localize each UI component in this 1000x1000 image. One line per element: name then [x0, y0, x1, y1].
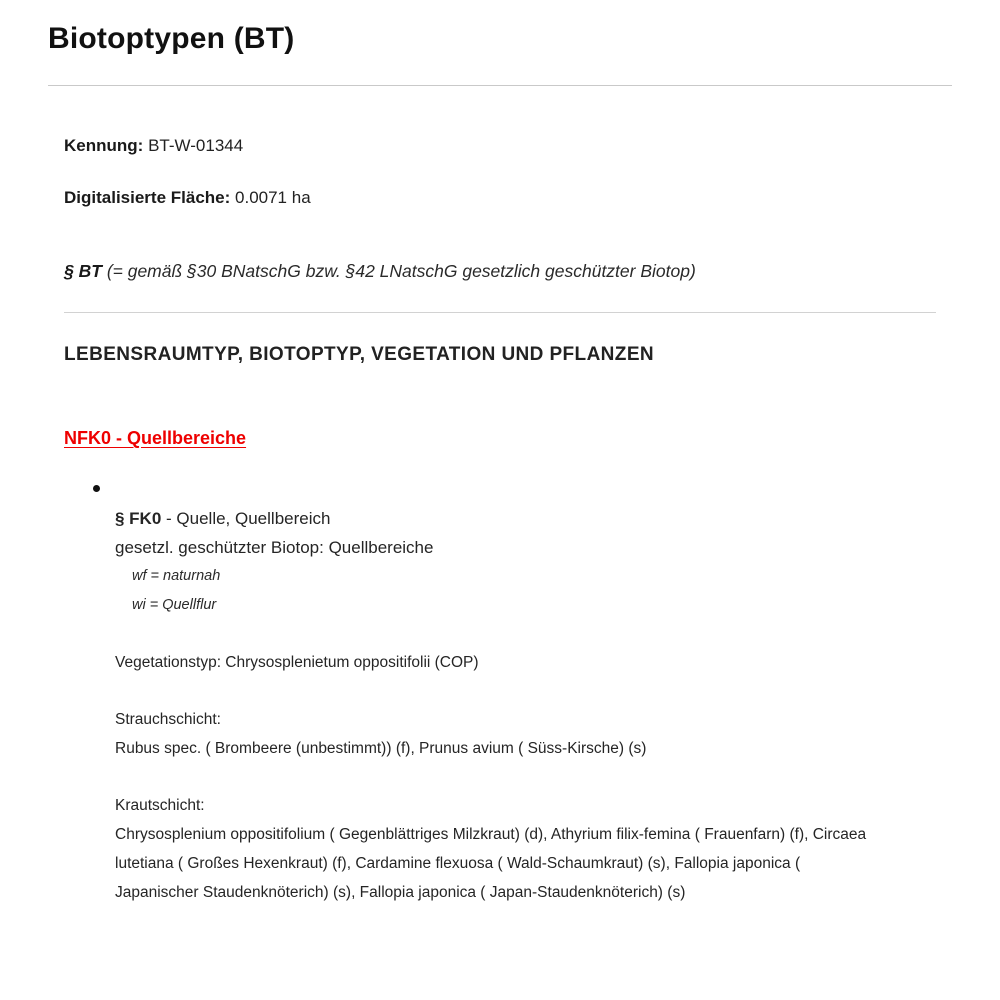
attribute-line: wi = Quellflur — [132, 596, 217, 613]
kennung-row — [64, 136, 952, 156]
vegetation-type-line: Vegetationstyp: Chrysosplenietum oppositifolii (COP) — [115, 653, 479, 671]
law-note-text: (= gemäß §30 BNatschG bzw. §42 LNatschG gesetzlich geschützter Biotop) — [106, 260, 696, 281]
strauchschicht-species: Rubus spec. ( Brombeere (unbestimmt)) (f), Prunus avium ( Süss-Kirsche) (s) — [115, 739, 647, 757]
document-content — [48, 136, 952, 907]
law-note-label: § BT — [64, 260, 102, 281]
flaeche-label: Digitalisierte Fläche: — [64, 187, 231, 207]
biotope-code-line — [115, 504, 875, 533]
biotope-entry-body — [115, 479, 875, 907]
biotope-code-name: - Quelle, Quellbereich — [166, 508, 331, 528]
strauchschicht-label: Strauchschicht: — [115, 710, 221, 728]
page-title: Biotoptypen (BT) — [48, 22, 295, 55]
attribute-line: wf = naturnah — [132, 567, 221, 584]
protected-biotope-note — [64, 261, 952, 282]
flaeche-value: 0.0071 ha — [235, 187, 311, 207]
biotope-code: § FK0 — [115, 508, 162, 528]
biotope-type-link[interactable]: NFK0 - Quellbereiche — [64, 427, 247, 448]
krautschicht-label: Krautschicht: — [115, 796, 205, 814]
kennung-label: Kennung: — [64, 135, 144, 155]
section-divider — [64, 312, 936, 313]
krautschicht-species: Chrysosplenium oppositifolium ( Gegenblättriges Milzkraut) (d), Athyrium filix-femina ( Frauenfarn) (f), Circaea lutetiana ( Großes Hexenkraut) (f), Cardamine flexuosa ( Wald-Schaumkraut) (s), Fallopia japonica ( Japanischer Staudenknöterich) (s), Fallopia japonica ( Japan-Staudenknöterich) (s) — [115, 825, 867, 901]
strauchschicht-block — [115, 705, 875, 763]
biotope-entry — [64, 479, 952, 907]
krautschicht-block — [115, 791, 875, 907]
flaeche-row — [64, 188, 952, 208]
protected-line: gesetzl. geschützter Biotop: Quellbereiche — [115, 537, 434, 557]
bullet-marker — [93, 485, 100, 492]
section-heading: LEBENSRAUMTYP, BIOTOPTYP, VEGETATION UND PFLANZEN — [64, 344, 655, 366]
kennung-value: BT-W-01344 — [148, 135, 244, 155]
title-divider — [48, 85, 952, 86]
